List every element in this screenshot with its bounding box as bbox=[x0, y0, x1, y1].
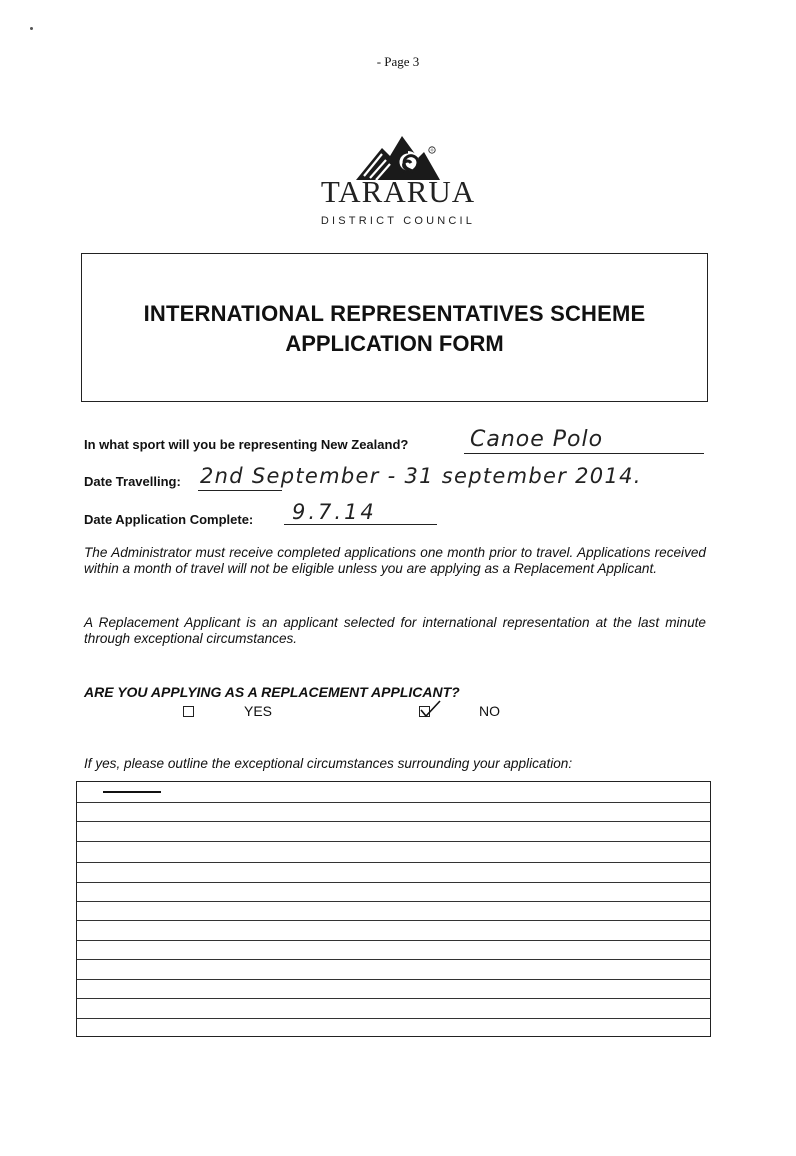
ruled-line bbox=[77, 920, 710, 921]
date-travelling-label: Date Travelling: bbox=[84, 474, 181, 489]
date-complete-label: Date Application Complete: bbox=[84, 512, 254, 527]
page-number: - Page 3 bbox=[376, 54, 420, 69]
date-complete-value: 9.7.14 bbox=[292, 500, 377, 524]
administrator-note: The Administrator must receive completed applications one month prior to travel. Applications received within a month of travel will not be eligible unless you are applying as a Replacement Applicant. bbox=[84, 545, 706, 576]
ruled-line bbox=[77, 1018, 710, 1019]
council-subtitle: DISTRICT COUNCIL bbox=[320, 215, 476, 227]
ruled-line bbox=[77, 940, 710, 941]
sport-value: Canoe Polo bbox=[470, 427, 604, 452]
ruled-line bbox=[77, 882, 710, 883]
ruled-line bbox=[77, 821, 710, 822]
registered-mark: ® bbox=[430, 147, 434, 153]
checkmark-icon bbox=[418, 699, 442, 719]
yes-checkbox[interactable] bbox=[183, 706, 194, 717]
ruled-line bbox=[77, 998, 710, 999]
form-title-box bbox=[81, 253, 708, 402]
ruled-line bbox=[77, 862, 710, 863]
sport-field[interactable] bbox=[464, 425, 704, 454]
ruled-line bbox=[77, 841, 710, 842]
replacement-definition: A Replacement Applicant is an applicant selected for international representation at the last minute through exceptional circumstances. bbox=[84, 615, 706, 646]
circumstances-textarea[interactable] bbox=[76, 781, 711, 1037]
form-title-line1: INTERNATIONAL REPRESENTATIVES SCHEME bbox=[143, 301, 646, 326]
scan-speck bbox=[30, 27, 33, 30]
replacement-question: ARE YOU APPLYING AS A REPLACEMENT APPLICANT? bbox=[84, 684, 460, 700]
ruled-line bbox=[77, 959, 710, 960]
form-title-line2: APPLICATION FORM bbox=[285, 331, 504, 356]
council-name: TARARUA bbox=[320, 174, 476, 209]
no-checkbox[interactable] bbox=[419, 706, 430, 717]
sport-label: In what sport will you be representing New Zealand? bbox=[84, 437, 409, 452]
yes-label: YES bbox=[244, 703, 273, 719]
date-travelling-field[interactable] bbox=[198, 462, 738, 490]
no-label: NO bbox=[479, 703, 500, 719]
ruled-line bbox=[77, 979, 710, 980]
circumstances-prompt: If yes, please outline the exceptional circumstances surrounding your application: bbox=[84, 756, 573, 771]
ruled-line bbox=[77, 802, 710, 803]
handwritten-dash bbox=[103, 791, 161, 793]
ruled-line bbox=[77, 901, 710, 902]
date-travelling-value: 2nd September - 31 september 2014. bbox=[200, 464, 642, 488]
date-complete-field[interactable] bbox=[284, 500, 437, 525]
